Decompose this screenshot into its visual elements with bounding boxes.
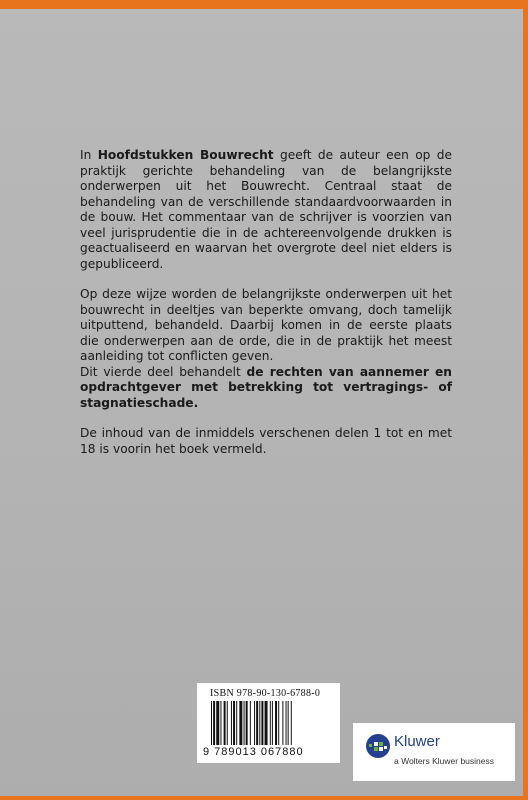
blurb-text — [80, 148, 452, 472]
publisher-logo-box — [353, 723, 515, 781]
blurb-paragraph-4: De inhoud van de inmiddels verschenen delen 1 tot en met 18 is voorin het boek vermeld. — [80, 426, 452, 456]
orange-right-border — [523, 0, 528, 800]
blurb-paragraph-3: Dit vierde deel behandelt de rechten van aannemer en opdrachtgever met betrekking tot vertragings- of stagnatieschade. — [80, 364, 452, 410]
ean-digits: 9 789013 067880 — [203, 746, 304, 758]
orange-bottom-border — [0, 796, 528, 800]
volume-subject: de rechten van aannemer en opdrachtgever met betrekking tot vertragings- of stagnatieschade. — [80, 364, 452, 410]
publisher-name: Kluwer — [394, 733, 440, 750]
orange-top-border — [0, 0, 528, 9]
blurb-paragraph-1: In Hoofdstukken Bouwrecht geeft de auteur een op de praktijk gerichte behandeling van de belangrijkste onderwerpen uit het Bouwrecht. Centraal staat de behandeling van de verschillende standaardvoorwaarden in de bouw. Het commentaar van de schrijver is voorzien van veel jurisprudentie die in de achtereenvolgende drukken is geactualiseerd en waarvan het overgrote deel niet elders is gepubliceerd. — [80, 148, 453, 271]
series-title: Hoofdstukken Bouwrecht — [97, 148, 274, 162]
barcode-label — [197, 683, 340, 763]
blurb-paragraph-2: Op deze wijze worden de belangrijkste onderwerpen uit het bouwrecht in deeltjes van beperkte omvang, doch tamelijk uitputtend, behandeld. Daarbij komen in de eerste plaats die onderwerpen aan de orde, die in de praktijk het meest aanleiding tot conflicten geven. — [80, 287, 452, 363]
publisher-tagline: a Wolters Kluwer business — [394, 756, 494, 766]
barcode-icon — [211, 701, 326, 745]
isbn-text: ISBN 978-90-130-6788-0 — [210, 688, 321, 699]
kluwer-logo-icon — [365, 733, 391, 759]
